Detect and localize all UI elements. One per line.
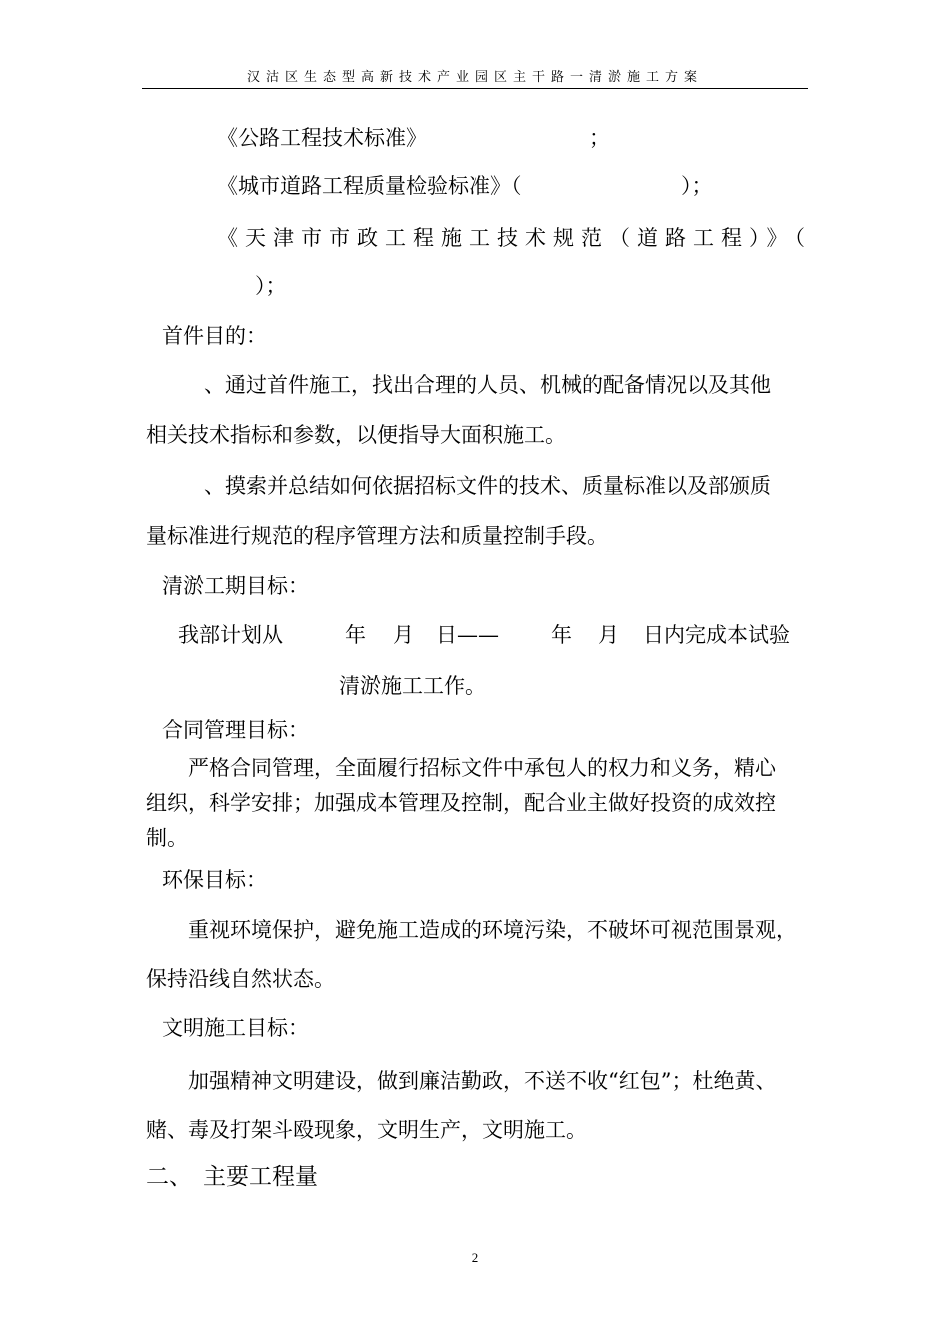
environment-line-2: 保持沿线自然状态。	[146, 967, 335, 991]
first-piece-p1-line2: 相关技术指标和参数，以便指导大面积施工。	[146, 423, 566, 447]
standard-item-2: 《城市道路工程质量检验标准》（	[217, 174, 522, 198]
standard-item-2-end: ）；	[681, 174, 713, 198]
environment-heading: 环保目标：	[162, 868, 267, 892]
running-header: 汉沽区生态型高新技术产业园区主干路一清淤施工方案	[246, 70, 703, 85]
section-2-title: 主要工程量	[203, 1164, 318, 1190]
schedule-line-2: 清淤施工工作。	[339, 674, 486, 698]
schedule-month-2: 月	[598, 623, 619, 647]
schedule-year-1: 年	[345, 623, 366, 647]
first-piece-heading: 首件目的：	[162, 324, 267, 348]
schedule-year-2: 年	[551, 623, 572, 647]
contract-line-2: 组织，科学安排；加强成本管理及控制，配合业主做好投资的成效控	[146, 791, 776, 815]
contract-heading: 合同管理目标：	[162, 718, 309, 742]
schedule-day-2: 日内完成本试验	[643, 623, 790, 647]
standard-item-3: 《天津市市政工程施工技术规范（道路工程）》（	[217, 226, 812, 250]
civilized-line-1: 加强精神文明建设，做到廉洁勤政，不送不收“红包”；杜绝黄、	[188, 1069, 777, 1093]
section-2-number: 二、	[146, 1164, 192, 1190]
page-number: 2	[471, 1250, 479, 1265]
schedule-heading: 清淤工期目标：	[162, 574, 309, 598]
standard-item-3-end: ）；	[255, 274, 287, 298]
first-piece-p2-line2: 量标准进行规范的程序管理方法和质量控制手段。	[146, 524, 608, 548]
schedule-month-1: 月	[393, 623, 414, 647]
schedule-plan-from: 我部计划从	[178, 623, 283, 647]
first-piece-p1-line1: 、通过首件施工，找出合理的人员、机械的配备情况以及其他	[204, 373, 771, 397]
first-piece-p2-line1: 、摸索并总结如何依据招标文件的技术、质量标准以及部颁质	[204, 474, 771, 498]
contract-line-1: 严格合同管理，全面履行招标文件中承包人的权力和义务，精心	[188, 756, 776, 780]
civilized-line-2: 赌、毒及打架斗殴现象，文明生产，文明施工。	[146, 1118, 587, 1142]
schedule-day-1: 日——	[436, 623, 499, 647]
environment-line-1: 重视环境保护，避免施工造成的环境污染，不破坏可视范围景观，	[188, 918, 797, 942]
civilized-heading: 文明施工目标：	[162, 1016, 309, 1040]
header-rule	[142, 88, 808, 89]
standard-item-1: 《公路工程技术标准》	[217, 126, 427, 150]
contract-line-3: 制。	[146, 826, 188, 850]
standard-item-1-end: ；	[589, 126, 610, 150]
